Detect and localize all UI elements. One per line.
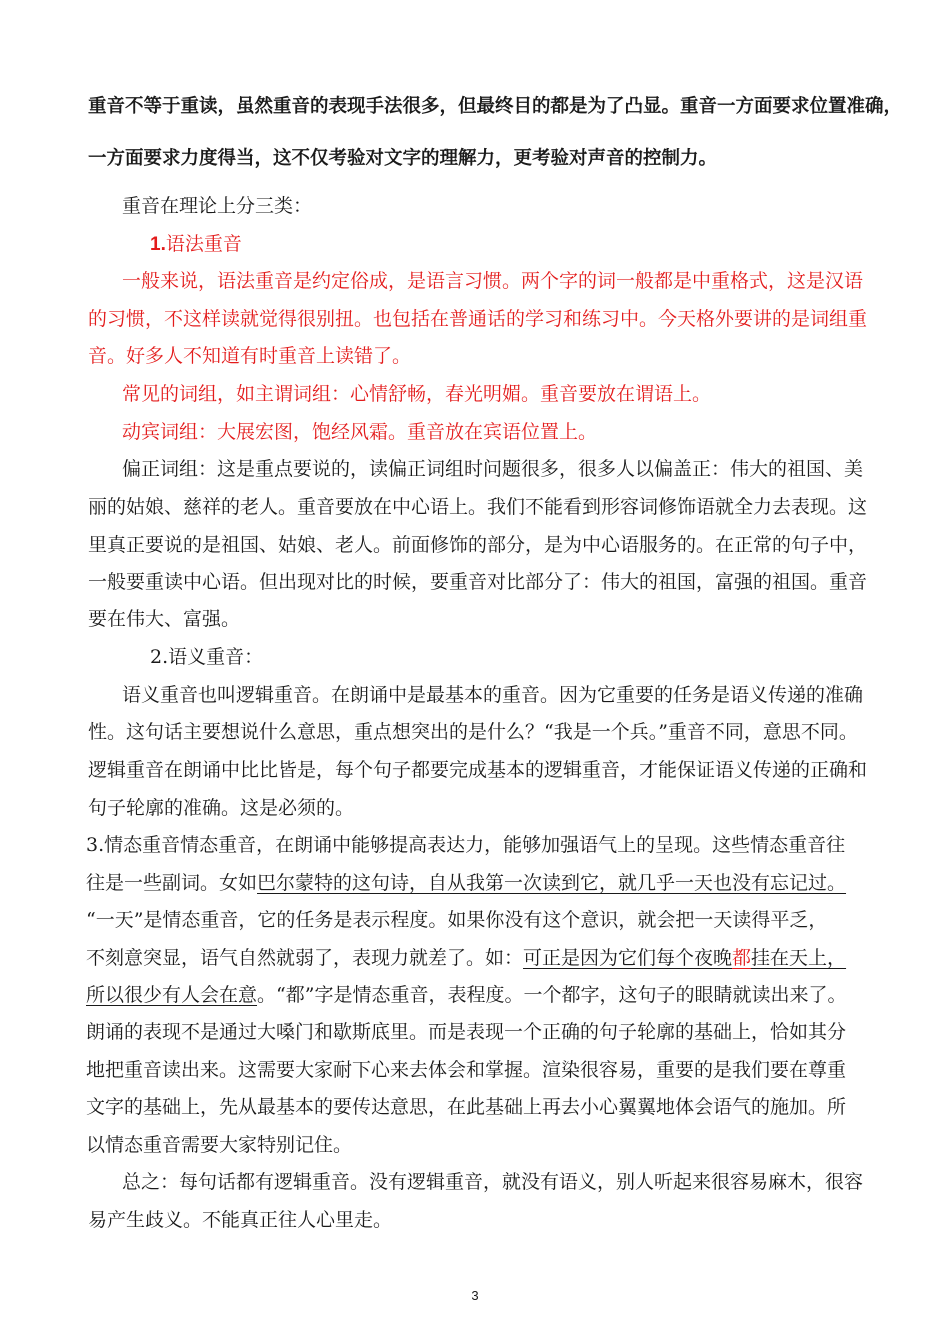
section1-p1-line-1: 一般来说，语法重音是约定俗成，是语言习惯。两个字的词一般都是中重格式，这是汉语 — [122, 270, 864, 292]
section2-p1-line-2: 性。这句话主要想说什么意思，重点想突出的是什么？“我是一个兵。”重音不同，意思不同。 — [88, 721, 858, 743]
section3-line-2 — [86, 870, 846, 896]
section3-line-5 — [86, 982, 846, 1008]
section1-p1-line-3: 音。好多人不知道有时重音上读错了。 — [88, 345, 412, 367]
intro-line-2: 一方面要求力度得当，这不仅考验对文字的理解力，更考验对声音的控制力。 — [88, 148, 718, 169]
section1-heading-text: 语法重音 — [165, 233, 242, 255]
section3-line-4-text: 不刻意突显，语气自然就弱了，表现力就差了。如： — [86, 947, 524, 969]
section1-p4-line-2: 丽的姑娘、慈祥的老人。重音要放在中心语上。我们不能看到形容词修饰语就全力去表现。这 — [88, 496, 868, 518]
section3-line-9: 以情态重音需要大家特别记住。 — [86, 1134, 353, 1156]
summary-line-1: 总之：每句话都有逻辑重音。没有逻辑重音，就没有语义，别人听起来很容易麻木，很容 — [122, 1171, 864, 1193]
section1-p4-line-4: 一般要重读中心语。但出现对比的时候，要重音对比部分了：伟大的祖国，富强的祖国。重音 — [88, 571, 868, 593]
example-sentence-part-2: 挂在天上， — [751, 947, 847, 969]
section2-p1-line-3: 逻辑重音在朗诵中比比皆是，每个句子都要完成基本的逻辑重音，才能保证语义传递的正确和 — [88, 759, 868, 781]
emphasized-word: 都 — [732, 947, 752, 969]
section3-line-7: 地把重音读出来。这需要大家耐下心来去体会和掌握。渲染很容易，重要的是我们要在尊重 — [86, 1059, 847, 1081]
section3-line-4 — [86, 945, 846, 971]
section1-heading — [150, 231, 242, 258]
categories-intro: 重音在理论上分三类： — [122, 195, 313, 217]
page-number: 3 — [471, 1288, 479, 1303]
section1-p4-line-5: 要在伟大、富强。 — [88, 608, 241, 630]
section1-p2: 常见的词组，如主谓词组：心情舒畅，春光明媚。重音要放在谓语上。 — [122, 383, 712, 405]
summary-line-2: 易产生歧义。不能真正往人心里走。 — [88, 1209, 393, 1231]
example-sentence-part-3: 所以很少有人会在意 — [86, 984, 258, 1006]
section1-heading-number: 1. — [150, 234, 166, 255]
section3-line-6: 朗诵的表现不是通过大嗓门和歇斯底里。而是表现一个正确的句子轮廓的基础上，恰如其分 — [86, 1021, 847, 1043]
section3-line-1: 3.情态重音情态重音，在朗诵中能够提高表达力，能够加强语气上的呈现。这些情态重音往 — [86, 834, 846, 856]
section2-p1-line-4: 句子轮廓的准确。这是必须的。 — [88, 797, 355, 819]
section3-line-5-text: 。“都”字是情态重音，表程度。一个都字，这句子的眼睛就读出来了。 — [257, 984, 847, 1006]
section2-p1-line-1: 语义重音也叫逻辑重音。在朗诵中是最基本的重音。因为它重要的任务是语义传递的准确 — [122, 684, 864, 706]
section2-heading: 2.语义重音： — [150, 646, 264, 668]
section1-p4-line-3: 里真正要说的是祖国、姑娘、老人。前面修饰的部分，是为中心语服务的。在正常的句子中， — [88, 534, 868, 556]
section1-p1-line-2: 的习惯，不这样读就觉得很别扭。也包括在普通话的学习和练习中。今天格外要讲的是词组重 — [88, 308, 868, 330]
example-sentence-part-1: 可正是因为它们每个夜晚 — [523, 947, 733, 969]
section1-p3: 动宾词组：大展宏图，饱经风霜。重音放在宾语位置上。 — [122, 421, 598, 443]
section3-line-8: 文字的基础上，先从最基本的要传达意思，在此基础上再去小心翼翼地体会语气的施加。所 — [86, 1096, 847, 1118]
section3-line-3: “一天”是情态重音，它的任务是表示程度。如果你没有这个意识，就会把一天读得平乏， — [86, 909, 828, 931]
section1-p4-line-1: 偏正词组：这是重点要说的，读偏正词组时问题很多，很多人以偏盖正：伟大的祖国、美 — [122, 458, 864, 480]
section3-line-2-text: 往是一些副词。女如 — [86, 872, 258, 894]
intro-line-1: 重音不等于重读，虽然重音的表现手法很多，但最终目的都是为了凸显。重音一方面要求位置准确， — [88, 96, 903, 117]
quoted-poem-line: 巴尔蒙特的这句诗，自从我第一次读到它，就几乎一天也没有忘记过。 — [257, 872, 847, 894]
